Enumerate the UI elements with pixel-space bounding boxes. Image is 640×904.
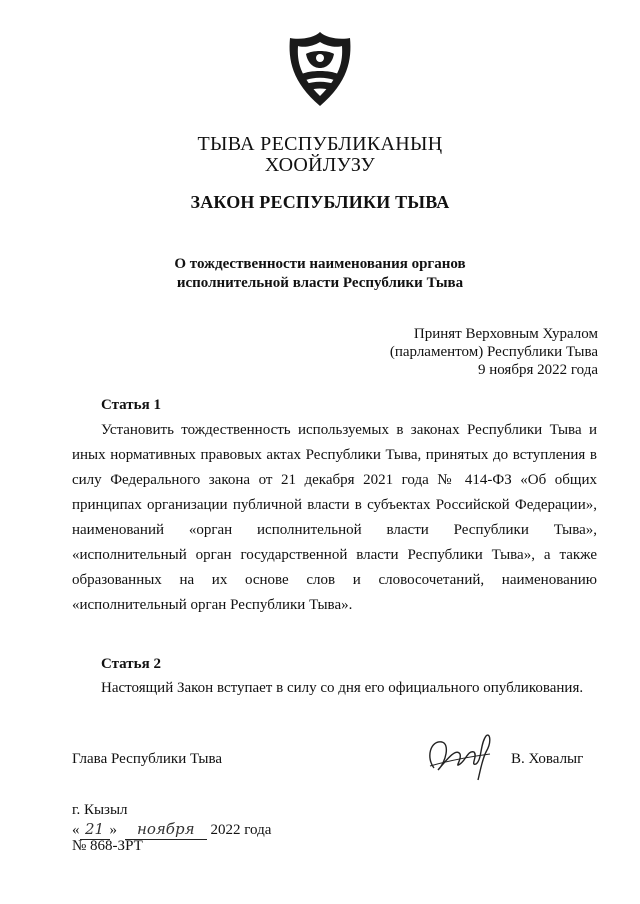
handwritten-signature bbox=[420, 728, 500, 784]
republic-name-tuvan-line2: ХООЙЛУЗУ bbox=[264, 154, 376, 176]
signing-date bbox=[72, 820, 332, 840]
article-1-text bbox=[72, 418, 597, 618]
law-number: № 868-ЗРТ bbox=[72, 838, 143, 854]
article-1-line: Установить тождественность используемых в законах Республики Тыва и bbox=[101, 422, 597, 438]
article-1-line: «исполнительный орган Республики Тыва». bbox=[72, 597, 353, 613]
signatory-position: Глава Республики Тыва bbox=[72, 751, 223, 767]
coat-of-arms-emblem bbox=[286, 30, 354, 108]
article-1-line: силу Федерального закона от 21 декабря 2021 года № 414-ФЗ «Об общих bbox=[72, 472, 597, 488]
article-1-line: «исполнительный орган государственной власти Республики Тыва», а также bbox=[72, 547, 597, 563]
republic-name-tuvan-line1: ТЫВА РЕСПУБЛИКАНЫҢ bbox=[197, 133, 443, 155]
date-year: 2022 года bbox=[210, 822, 272, 838]
place-of-signing: г. Кызыл bbox=[72, 802, 128, 818]
article-1-line: образованных на их основе слов и словосочетаний, наименованию bbox=[72, 572, 597, 588]
date-month-handwritten: ноября bbox=[136, 820, 195, 838]
law-subject-line2: исполнительной власти Республики Тыва bbox=[176, 275, 464, 291]
article-2-text: Настоящий Закон вступает в силу со дня его официального опубликования. bbox=[101, 680, 584, 696]
article-1-line: принципах организации публичной власти в субъектах Российской Федерации», bbox=[72, 497, 597, 513]
law-title: ЗАКОН РЕСПУБЛИКИ ТЫВА bbox=[190, 192, 450, 212]
article-1-line: наименований «орган исполнительной власти Республики Тыва», bbox=[72, 522, 597, 538]
date-close-quote: » bbox=[109, 822, 117, 838]
date-open-quote: « bbox=[72, 822, 80, 838]
adoption-date: 9 ноября 2022 года bbox=[477, 362, 598, 378]
article-2-heading: Статья 2 bbox=[101, 656, 161, 672]
article-1-line: иных нормативных правовых актах Республики Тыва, принятых до вступления в bbox=[72, 447, 597, 463]
date-day-handwritten: 21 bbox=[84, 820, 105, 838]
adoption-line1: Принят Верховным Хуралом bbox=[413, 326, 598, 342]
signatory-name: В. Ховалыг bbox=[511, 751, 584, 767]
adoption-line2: (парламентом) Республики Тыва bbox=[389, 344, 598, 360]
law-subject-line1: О тождественности наименования органов bbox=[174, 256, 466, 272]
article-1-heading: Статья 1 bbox=[101, 397, 161, 413]
